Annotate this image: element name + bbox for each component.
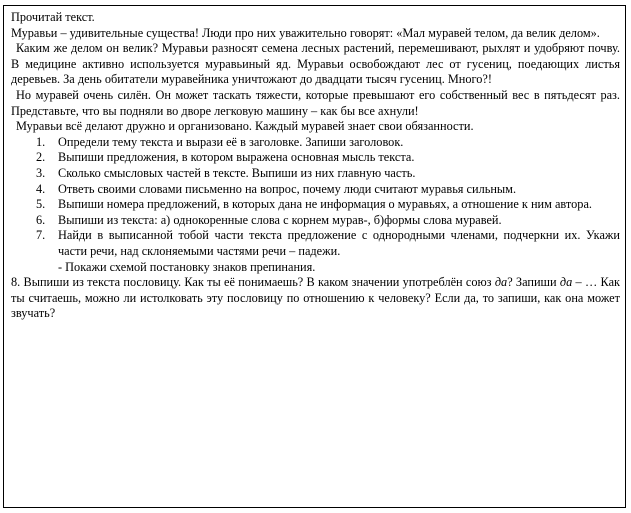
word-da: да (494, 275, 508, 290)
task-text: Выпиши из текста: а) однокоренные слова с корнем мурав-, б)формы слова муравей. (58, 212, 502, 227)
task-list (11, 135, 620, 260)
task-8-part-3: – … Как ты считаешь, можно ли истолковать эту пословицу по отношению к человеку? Если да, то запиши, как она может звучать? (11, 275, 621, 321)
heading: Прочитай текст. (11, 10, 95, 24)
task-8 (11, 275, 620, 322)
paragraph-4: Муравьи всё делают дружно и организовано. Каждый муравей знает свои обязанности. (16, 119, 474, 134)
task-number: 7. (36, 228, 46, 243)
paragraph-3: Но муравей очень силён. Он может таскать тяжести, которые превышают его собственный вес в пятьдесят раз. Представьте, что вы подняли во дворе легковую машину – как бы все ахнули! (11, 87, 620, 118)
task-text: Определи тему текста и вырази её в заголовке. Запиши заголовок. (58, 134, 404, 149)
paragraph-1: Муравьи – удивительные существа! Люди про них уважительно говорят: «Мал муравей телом, да велик делом». (11, 25, 600, 40)
task-8-part-2: ? Запиши (507, 275, 560, 290)
task-number: 1. (36, 134, 46, 149)
task-number: 4. (36, 181, 46, 196)
word-da-2: да (559, 275, 573, 290)
task-text: Выпиши номера предложений, в которых дана не информация о муравьях, а отношение к ним автора. (58, 197, 592, 212)
task-number: 2. (36, 150, 46, 165)
task-text: Выпиши предложения, в котором выражена основная мысль текста. (58, 150, 415, 165)
task-text: Ответь своими словами письменно на вопрос, почему люди считают муравья сильным. (58, 181, 517, 196)
text-box (3, 5, 626, 508)
task-text: Сколько смысловых частей в тексте. Выпиши из них главную часть. (58, 165, 416, 180)
task-number: 6. (36, 212, 46, 227)
task-item (11, 150, 620, 166)
paragraph-2: Каким же делом он велик? Муравьи разносят семена лесных растений, перемешивают, рыхлят и удобряют почву. В медицине активно используется муравьиный яд. Муравьи освобождают лес от гусениц, поедающих листья деревьев. За день обитатели муравейника уничтожают до двадцати тысяч гусениц. Много?! (11, 41, 620, 87)
task-item (11, 228, 620, 259)
task-item (11, 166, 620, 182)
task-7-note: - Покажи схемой постановку знаков препинания. (58, 259, 316, 274)
task-number: 3. (36, 165, 46, 180)
task-item (11, 182, 620, 198)
task-number: 5. (36, 197, 46, 212)
task-item (11, 213, 620, 229)
task-8-part-1: 8. Выпиши из текста пословицу. Как ты её понимаешь? В каком значении употреблён союз (11, 275, 495, 290)
task-item (11, 197, 620, 213)
task-item (11, 135, 620, 151)
task-text: Найди в выписанной тобой части текста предложение с однородными членами, подчеркни их. Укажи части речи, над склоняемыми частями речи – падежи. (58, 228, 620, 258)
